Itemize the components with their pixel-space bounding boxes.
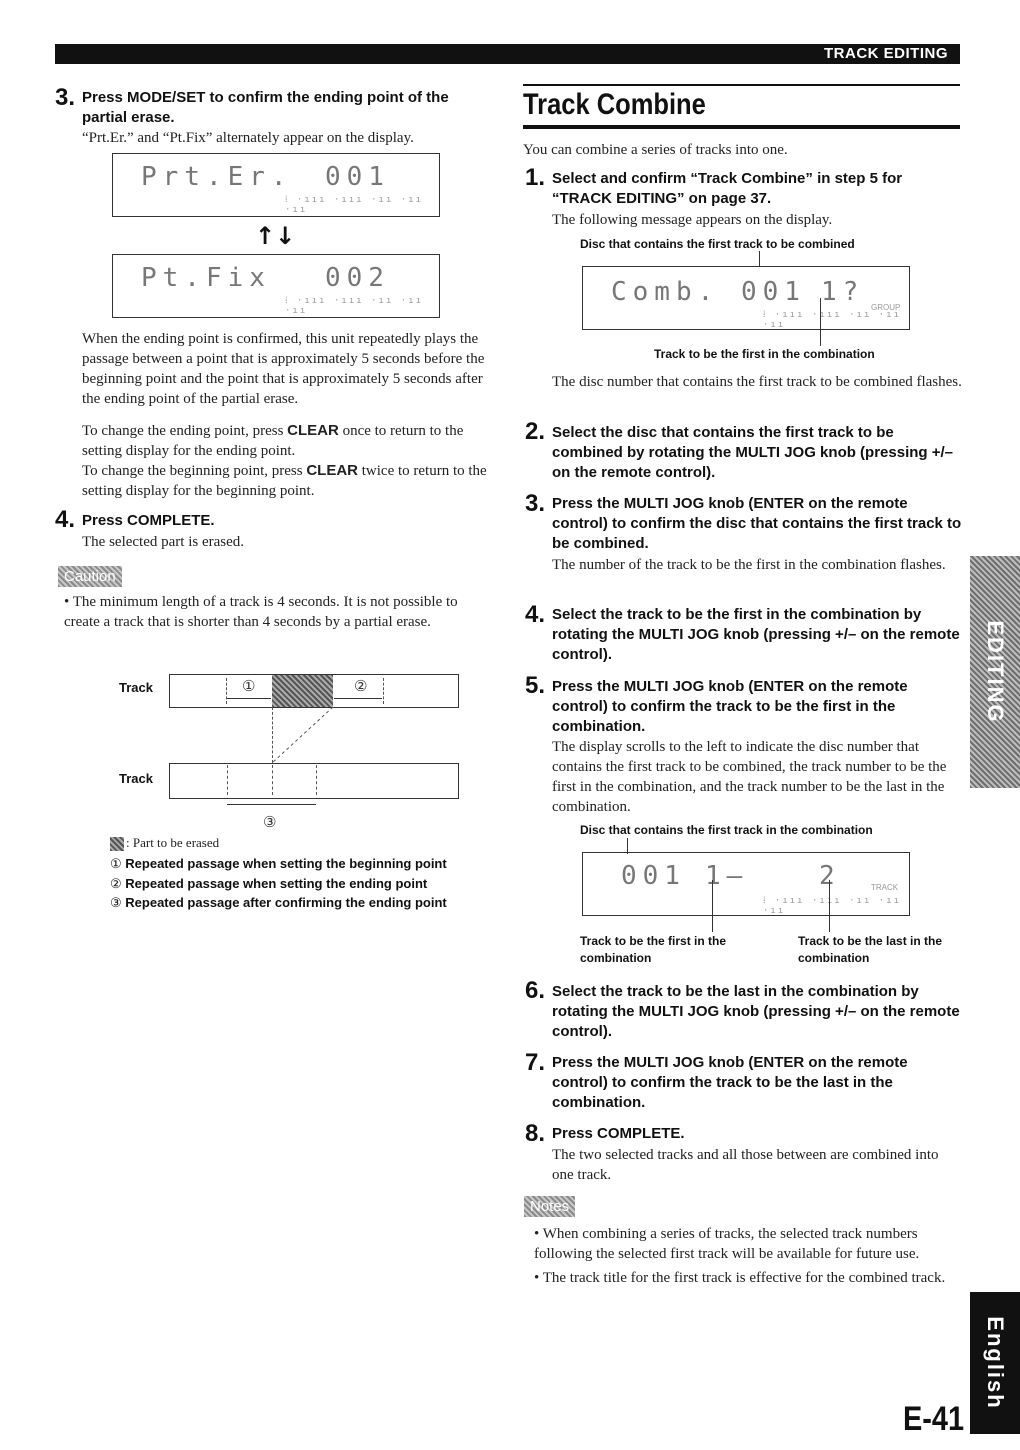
callout-label-first: Track to be the first in the combination [580, 934, 727, 965]
legend-item: ③ Repeated passage after confirming the ending point [110, 895, 447, 910]
side-tab-english-label: English [983, 1316, 1008, 1410]
lcd-text: Pt.Fix [141, 263, 271, 293]
callout-label: Disc that contains the first track in the combination [580, 823, 873, 837]
erased-part [272, 675, 333, 707]
step-number: 3. [55, 84, 76, 111]
step-body: “Prt.Er.” and “Pt.Fix” alternately appear on the display. [82, 130, 414, 146]
step-body: The display scrolls to the left to indicate the disc number that contains the first track to be combined, the track number to be the first in the combination, and the track number to be the last in the combination. [552, 739, 947, 815]
step-title: Press the MULTI JOG knob (ENTER on the remote control) to confirm the disc that contains the first track to be combined. [552, 495, 962, 552]
side-tab-editing-label: EDITING [983, 620, 1008, 724]
lcd-display-combination [582, 852, 910, 916]
step-title: Press COMPLETE. [552, 1125, 685, 1142]
mark-3: ③ [263, 813, 277, 831]
step-body: The following message appears on the display. [552, 212, 833, 228]
lcd-disc: 001 [741, 277, 806, 307]
lcd-text: Comb. [611, 277, 720, 307]
step-body: The selected part is erased. [82, 534, 245, 550]
range-arrow-2 [334, 698, 382, 699]
lcd-display-prt-er [112, 153, 440, 217]
step-title: Select the disc that contains the first track to be combined by rotating the MULTI JOG knob (pressing +/– on the remote control). [552, 424, 954, 481]
step-title: Press COMPLETE. [82, 512, 215, 529]
title-rule-bottom [523, 125, 960, 129]
dashed-guide [272, 765, 273, 795]
lcd-first: 1– [705, 861, 749, 891]
step-title: Select the track to be the last in the combination by rotating the MULTI JOG knob (pressing +/– on the remote control). [552, 983, 960, 1040]
note: • When combining a series of tracks, the selected track numbers following the selected first track will be available for future use. [534, 1226, 920, 1262]
step-title: Select the track to be the first in the combination by rotating the MULTI JOG knob (pressing +/– on the remote control). [552, 606, 960, 663]
lcd-display-pt-fix [112, 254, 440, 318]
callout-label: Disc that contains the first track to be combined [580, 237, 855, 251]
lcd-track: 1? [821, 277, 865, 307]
callout-label: Track to be the first in the combination [654, 347, 875, 361]
lcd-indicator-ticks: ⁞ ·ııı ·ııı ·ıı ·ıı ·ıı [763, 310, 902, 330]
lcd-indicator-ticks: ⁞ ·ııı ·ııı ·ıı ·ıı ·ıı [763, 896, 902, 916]
caution-text: • The minimum length of a track is 4 seconds. It is not possible to create a track that is shorter than 4 seconds by a partial erase. [64, 594, 458, 630]
callout-line [820, 298, 821, 346]
page-number: E-41 [903, 1400, 965, 1438]
paragraph: The disc number that contains the first track to be combined flashes. [552, 374, 962, 390]
legend-item: ① Repeated passage when setting the beginning point [110, 856, 447, 871]
caution-label: Caution [58, 566, 122, 587]
callout-line [829, 880, 830, 932]
mark-2: ② [354, 677, 368, 695]
callout-label-last: Track to be the last in the combination [798, 934, 943, 965]
section-title: TRACK EDITING [824, 45, 948, 62]
side-tab-editing [970, 556, 1020, 788]
dashed-diagonal [272, 707, 334, 763]
intro: You can combine a series of tracks into one. [523, 142, 788, 158]
notes-label: Notes [524, 1196, 575, 1217]
step-title: Select and confirm “Track Combine” in step 5 for “TRACK EDITING” on page 37. [552, 170, 903, 207]
callout-line [712, 880, 713, 932]
dashed-guide [383, 678, 384, 704]
track-label: Track [119, 680, 153, 695]
dashed-guide [316, 765, 317, 795]
step-title: Press the MULTI JOG knob (ENTER on the remote control) to confirm the track to be the last in the combination. [552, 1054, 908, 1111]
lcd-number: 002 [325, 263, 390, 293]
side-tab-english [970, 1292, 1020, 1434]
lcd-disc: 001 [621, 861, 686, 891]
step-body: The number of the track to be the first in the combination flashes. [552, 557, 946, 573]
alternate-arrows-icon: ↑↓ [255, 222, 296, 250]
track-label: Track [119, 771, 153, 786]
lcd-last: 2 [819, 861, 841, 891]
lcd-indicator-ticks: ⁞ ·ııı ·ııı ·ıı ·ıı ·ıı [285, 195, 424, 215]
step-number: 3. [525, 490, 546, 517]
step-number: 8. [525, 1120, 546, 1147]
title-rule-top [523, 84, 960, 86]
erase-swatch [110, 837, 124, 851]
group-indicator: GROUP [871, 303, 901, 312]
range-arrow-3 [227, 804, 316, 805]
step-number: 4. [55, 506, 76, 533]
lcd-number: 001 [325, 162, 390, 192]
step-number: 1. [525, 164, 546, 191]
dashed-guide [226, 678, 227, 704]
lcd-text: Prt.Er. [141, 162, 293, 192]
paragraph: To change the ending point, press CLEAR once to return to the setting display for the ending point. To change the beginning point, press CLEAR twice to return to the setting display for the beginning point. [82, 422, 487, 499]
range-arrow-1 [227, 698, 271, 699]
track-indicator: TRACK [871, 883, 899, 892]
page-title: Track Combine [523, 88, 706, 121]
legend-erase: : Part to be erased [126, 835, 220, 850]
lcd-display-comb [582, 266, 910, 330]
note: • The track title for the first track is effective for the combined track. [534, 1270, 946, 1286]
dashed-guide [227, 765, 228, 795]
step-number: 7. [525, 1049, 546, 1076]
paragraph: When the ending point is confirmed, this unit repeatedly plays the passage between a point that is approximately 5 seconds before the beginning point and the point that is approximately 5 seconds after the ending point of the partial erase. [82, 331, 485, 407]
step-body: The two selected tracks and all those between are combined into one track. [552, 1147, 939, 1183]
step-number: 5. [525, 672, 546, 699]
step-title: Press MODE/SET to confirm the ending point of the partial erase. [82, 89, 449, 126]
legend-item: ② Repeated passage when setting the ending point [110, 876, 428, 891]
step-number: 6. [525, 977, 546, 1004]
step-number: 4. [525, 601, 546, 628]
step-number: 2. [525, 418, 546, 445]
callout-line [627, 838, 628, 854]
step-title: Press the MULTI JOG knob (ENTER on the remote control) to confirm the track to be the first in the combination. [552, 678, 908, 735]
section-header-bar [55, 44, 960, 64]
mark-1: ① [242, 677, 256, 695]
track-bar-after [169, 763, 459, 799]
lcd-indicator-ticks: ⁞ ·ııı ·ııı ·ıı ·ıı ·ıı [285, 296, 424, 316]
